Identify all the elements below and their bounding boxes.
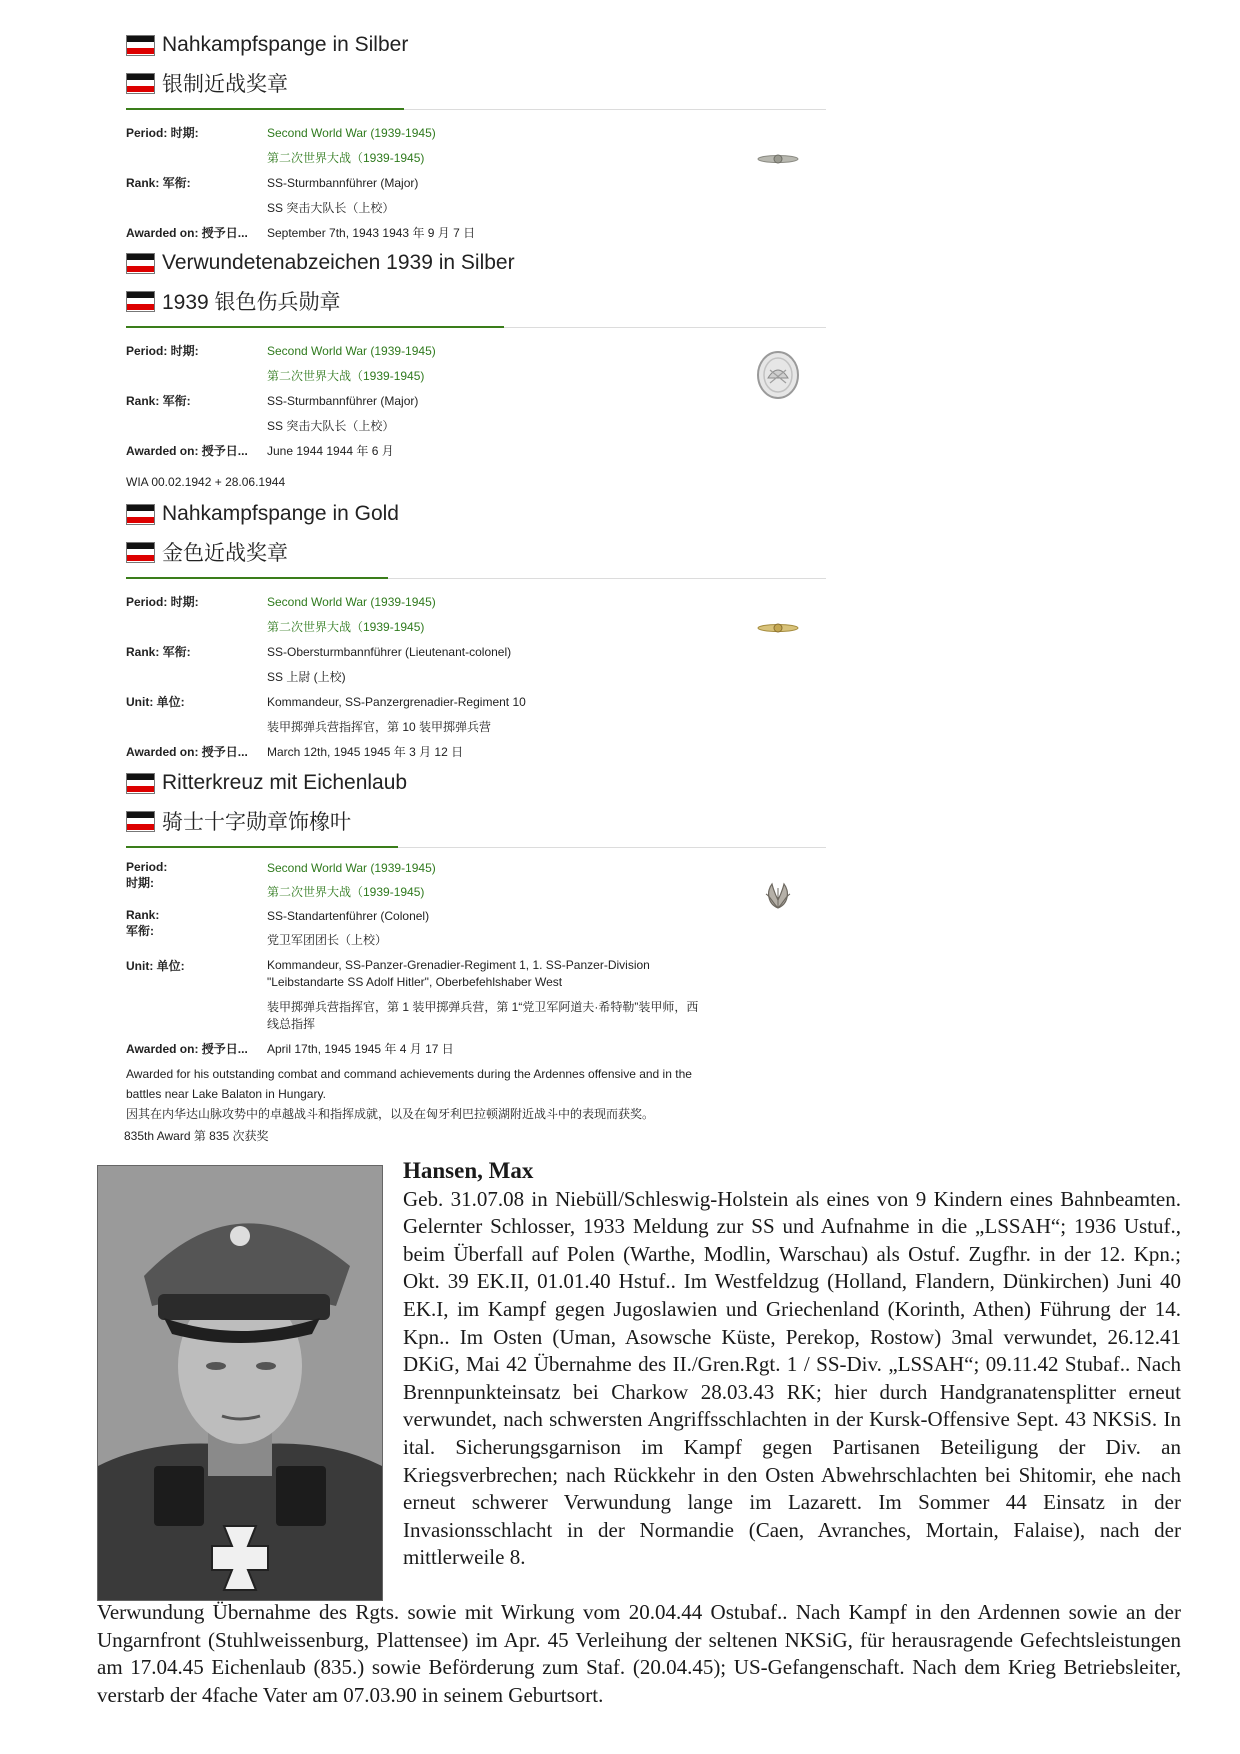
period-value: Second World War (1939-1945)	[267, 344, 436, 358]
award-title	[126, 66, 826, 100]
period-row	[126, 121, 826, 171]
period-value-zh: 第二次世界大战（1939-1945)	[267, 369, 425, 383]
rank-value-zh: 党卫军团团长（上校）	[267, 933, 388, 947]
award-title	[126, 246, 826, 280]
award-note: WIA 00.02.1942 + 28.06.1944	[126, 475, 286, 489]
period-row	[126, 339, 826, 389]
awarded-label: Awarded on: 授予日...	[126, 226, 248, 240]
award-title	[126, 28, 826, 62]
period-label: Period: 时期:	[126, 344, 199, 358]
rank-value: SS-Obersturmbannführer (Lieutenant-colonel)	[267, 645, 512, 659]
award-title-zh: 金色近战奖章	[162, 542, 288, 565]
award-title-de: Ritterkreuz mit Eichenlaub	[162, 771, 408, 794]
period-label: Period: 时期:	[126, 126, 199, 140]
period-row	[126, 859, 826, 907]
wound-badge-silver-icon	[756, 350, 800, 400]
award-title-de: Verwundetenabzeichen 1939 in Silber	[162, 251, 515, 274]
rank-row	[126, 640, 826, 690]
period-value-zh: 第二次世界大战（1939-1945)	[267, 885, 425, 899]
awarded-row	[126, 1037, 826, 1062]
unit-value: Kommandeur, SS-Panzergrenadier-Regiment 10	[267, 695, 526, 709]
awarded-label: Awarded on: 授予日...	[126, 444, 248, 458]
section-divider	[126, 577, 826, 580]
awarded-value: June 1944 1944 年 6 月	[267, 444, 394, 458]
award-title-de: Nahkampfspange in Gold	[162, 502, 399, 525]
award-title-zh: 银制近战奖章	[162, 73, 288, 96]
awarded-value: April 17th, 1945 1945 年 4 月 17 日	[267, 1042, 454, 1056]
awarded-row	[126, 221, 826, 246]
bio-text-full	[97, 1599, 1181, 1709]
award-section	[126, 497, 826, 765]
flag-icon	[126, 253, 155, 274]
unit-row	[126, 957, 826, 1033]
flag-icon	[126, 811, 155, 832]
portrait-photo	[97, 1165, 383, 1601]
rank-value-zh: SS 突击大队长（上校）	[267, 201, 395, 215]
close-combat-clasp-gold-icon	[756, 621, 800, 635]
rank-label: Rank: 军衔:	[126, 645, 191, 659]
period-row	[126, 590, 826, 640]
award-section	[126, 766, 826, 1146]
unit-value: Kommandeur, SS-Panzer-Grenadier-Regiment 1, 1. SS-Panzer-Division "Leibstandarte SS Adolf Hitler", Oberbefehlshaber West	[267, 958, 650, 989]
period-value: Second World War (1939-1945)	[267, 861, 436, 875]
period-value: Second World War (1939-1945)	[267, 126, 436, 140]
rank-label-zh: 军衔:	[126, 924, 154, 938]
award-title	[126, 535, 826, 569]
unit-label: Unit: 单位:	[126, 959, 185, 973]
flag-icon	[126, 773, 155, 794]
award-title	[126, 766, 826, 800]
flag-icon	[126, 73, 155, 94]
bio-name: Hansen, Max	[403, 1158, 534, 1183]
period-value-zh: 第二次世界大战（1939-1945)	[267, 151, 425, 165]
award-title	[126, 284, 826, 318]
period-label: Period:	[126, 860, 168, 874]
award-title-de: Nahkampfspange in Silber	[162, 33, 409, 56]
period-label-zh: 时期:	[126, 876, 154, 890]
section-divider	[126, 846, 826, 849]
flag-icon	[126, 504, 155, 525]
awarded-value: March 12th, 1945 1945 年 3 月 12 日	[267, 745, 464, 759]
rank-value-zh: SS 上尉 (上校)	[267, 670, 346, 684]
unit-value-zh: 装甲掷弹兵营指挥官，第 1 装甲掷弹兵营，第 1“党卫军阿道夫·希特勒”装甲师，西线总指挥	[267, 1000, 699, 1031]
award-section	[126, 246, 826, 492]
award-note: Awarded for his outstanding combat and command achievements during the Ardennes offensive and in the battles near Lake Balaton in Hungary.	[126, 1067, 692, 1101]
rank-row	[126, 907, 826, 955]
award-title-zh: 1939 银色伤兵勋章	[162, 291, 341, 314]
flag-icon	[126, 35, 155, 56]
awarded-label: Awarded on: 授予日...	[126, 745, 248, 759]
award-count: 835th Award 第 835 次获奖	[124, 1129, 269, 1143]
awarded-value: September 7th, 1943 1943 年 9 月 7 日	[267, 226, 476, 240]
bio-text-side	[403, 1157, 1181, 1572]
section-divider	[126, 326, 826, 329]
flag-icon	[126, 542, 155, 563]
awarded-row	[126, 439, 826, 464]
rank-label: Rank: 军衔:	[126, 394, 191, 408]
award-title-zh: 骑士十字勋章饰橡叶	[162, 811, 351, 834]
awarded-label: Awarded on: 授予日...	[126, 1042, 248, 1056]
period-value: Second World War (1939-1945)	[267, 595, 436, 609]
awarded-row	[126, 740, 826, 765]
unit-label: Unit: 单位:	[126, 695, 185, 709]
bio-paragraph-continued: Verwundung Übernahme des Rgts. sowie mit Wirkung vom 20.04.44 Ostubaf.. Nach Kampf in den Ardennen sowie an der Ungarnfront (Stuhlweissenburg, Plattensee) im Apr. 45 Verleihung der seltenen NKSiG, für herausragende Gefechtsleistungen am 17.04.45 Eichenlaub (835.) sowie Beförderung zum Staf. (20.04.45); US-Gefangenschaft. Nach dem Krieg Betriebsleiter, verstarb der 4fache Vater am 07.03.90 in seinem Geburtsort.	[97, 1600, 1181, 1707]
period-value-zh: 第二次世界大战（1939-1945)	[267, 620, 425, 634]
rank-label: Rank:	[126, 908, 160, 922]
award-section	[126, 28, 826, 246]
rank-row	[126, 171, 826, 221]
period-label: Period: 时期:	[126, 595, 199, 609]
oak-leaves-icon	[760, 878, 796, 914]
award-title	[126, 497, 826, 531]
rank-value: SS-Sturmbannführer (Major)	[267, 176, 419, 190]
flag-icon	[126, 291, 155, 312]
unit-value-zh: 装甲掷弹兵营指挥官，第 10 装甲掷弹兵营	[267, 720, 492, 734]
section-divider	[126, 108, 826, 111]
rank-value-zh: SS 突击大队长（上校）	[267, 419, 395, 433]
rank-label: Rank: 军衔:	[126, 176, 191, 190]
award-note-zh: 因其在内华达山脉攻势中的卓越战斗和指挥成就，以及在匈牙利巴拉顿湖附近战斗中的表现而获奖。	[126, 1107, 655, 1121]
bio-paragraph: Geb. 31.07.08 in Niebüll/Schleswig-Holstein als eines von 9 Kindern eines Bahnbeamten. Gelernter Schlosser, 1933 Meldung zur SS und Aufnahme in die „LSSAH“; 1936 Ustuf., beim Überfall auf Polen (Warthe, Modlin, Warschau) als Ostuf. Zugfhr. in der 12. Kpn.; Okt. 39 EK.II, 01.01.40 Hstuf.. Im Westfeldzug (Holland, Flandern, Dünkirchen) Juni 40 EK.I, im Kampf gegen Jugoslawien und Griechenland (Korinth, Athen) Führung der 14. Kpn.. Im Osten (Uman, Asowsche Küste, Perekop, Rostow) 3mal verwundet, 26.12.41 DKiG, Mai 42 Übernahme des II./Gren.Rgt. 1 / SS-Div. „LSSAH“; 09.11.42 Stubaf.. Nach Brennpunkteinsatz bei Charkow 28.03.43 RK; hier durch Handgranatensplitter erneut verwundet, nach schwersten Angriffsschlachten in der Kursk-Offensive Sept. 43 NKSiS. In ital. Sicherungsgarnison im Kampf gegen Partisanen Beteiligung der Div. an Kriegsverbrechen; nach Rückkehr in den Osten Abwehrschlachten bei Shitomir, ehe nach erneut schwerer Verwundung lange im Lazarett. Im Sommer 44 Einsatz in der Invasionsschlacht in der Normandie (Caen, Avranches, Mortain, Falaise), nach der mittlerweile 8.	[403, 1186, 1181, 1570]
award-title	[126, 804, 826, 838]
rank-row	[126, 389, 826, 439]
unit-row	[126, 690, 826, 740]
close-combat-clasp-silver-icon	[756, 152, 800, 166]
rank-value: SS-Standartenführer (Colonel)	[267, 909, 430, 923]
rank-value: SS-Sturmbannführer (Major)	[267, 394, 419, 408]
